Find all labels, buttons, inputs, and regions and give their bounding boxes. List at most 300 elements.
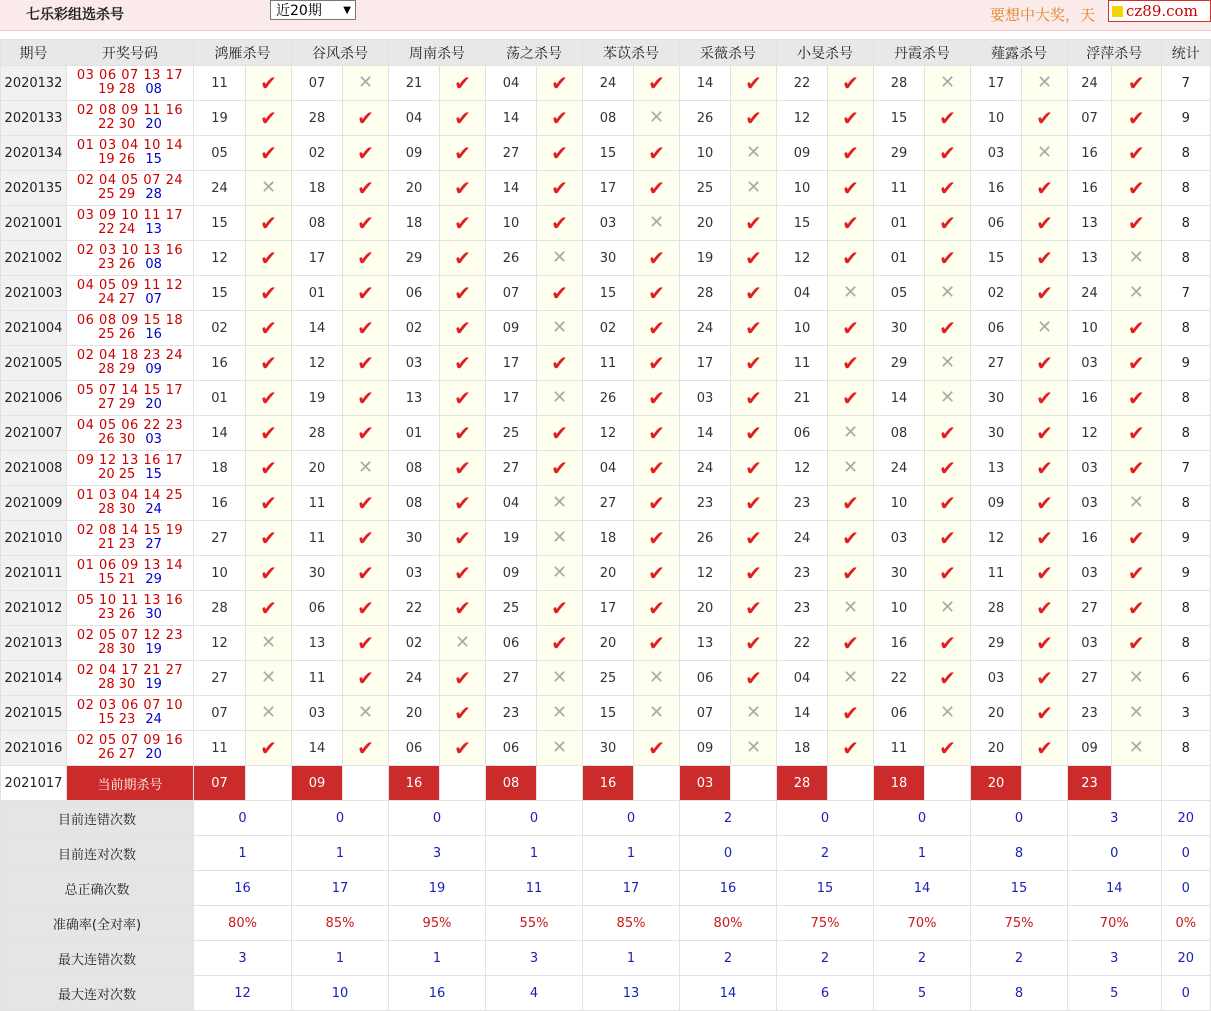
kill-number: 06 [874, 696, 925, 731]
check-icon: ✔ [260, 105, 277, 130]
stats-row [1, 801, 1211, 836]
cross-icon: ✕ [939, 352, 956, 373]
kill-number: 12 [777, 241, 828, 276]
current-kill-blank [343, 766, 389, 801]
kill-number: 26 [680, 101, 731, 136]
draw-numbers-line1: 02 08 14 15 19 [76, 523, 184, 538]
kill-result [925, 346, 971, 381]
issue-number: 2021014 [1, 661, 67, 696]
stats-value: 13 [583, 976, 680, 1011]
check-icon: ✔ [357, 315, 374, 340]
stats-row [1, 836, 1211, 871]
kill-number: 09 [486, 311, 537, 346]
kill-number: 08 [292, 206, 343, 241]
kill-number: 12 [680, 556, 731, 591]
stats-value: 17 [292, 871, 389, 906]
kill-number: 16 [874, 626, 925, 661]
kill-result [440, 241, 486, 276]
kill-result [925, 101, 971, 136]
kill-result [537, 276, 583, 311]
check-icon: ✔ [454, 490, 471, 515]
special-number: 03 [145, 432, 162, 447]
current-kill-blank [828, 766, 874, 801]
cross-icon: ✕ [1128, 247, 1144, 268]
kill-number: 04 [583, 451, 634, 486]
kill-result [634, 171, 680, 206]
draw-numbers-line2 [67, 83, 193, 97]
kill-number: 29 [874, 136, 925, 171]
check-icon: ✔ [1036, 595, 1053, 620]
kill-result [925, 696, 971, 731]
draw-numbers-line2-red: 24 27 [98, 292, 136, 307]
stats-value: 15 [777, 871, 874, 906]
stats-value: 0 [874, 801, 971, 836]
kill-number: 07 [194, 696, 246, 731]
check-icon: ✔ [454, 315, 471, 340]
kill-result [440, 451, 486, 486]
kill-result [828, 381, 874, 416]
check-icon: ✔ [260, 245, 277, 270]
row-count: 7 [1161, 276, 1211, 311]
kill-number: 12 [1068, 416, 1112, 451]
kill-result [1022, 276, 1068, 311]
stats-value: 3 [1068, 941, 1162, 976]
kill-number: 11 [292, 521, 343, 556]
check-icon: ✔ [454, 700, 471, 725]
kill-number: 10 [1068, 311, 1112, 346]
issue-number: 2020135 [1, 171, 67, 206]
check-icon: ✔ [939, 560, 956, 585]
kill-result [246, 171, 292, 206]
check-icon: ✔ [842, 350, 859, 375]
check-icon: ✔ [454, 665, 471, 690]
kill-result [537, 171, 583, 206]
check-icon: ✔ [1036, 490, 1053, 515]
kill-number: 20 [389, 696, 440, 731]
kill-result [731, 696, 777, 731]
kill-number: 28 [292, 101, 343, 136]
check-icon: ✔ [648, 595, 665, 620]
kill-number: 11 [583, 346, 634, 381]
kill-result [1112, 696, 1162, 731]
check-icon: ✔ [745, 210, 762, 235]
kill-result [1022, 136, 1068, 171]
stats-value: 80% [680, 906, 777, 941]
logo-square-icon [1112, 6, 1123, 17]
kill-number: 28 [292, 416, 343, 451]
kill-result [1022, 381, 1068, 416]
current-kill-blank [246, 766, 292, 801]
kill-number: 29 [389, 241, 440, 276]
kill-number: 27 [486, 661, 537, 696]
kill-result [1112, 591, 1162, 626]
current-kill-blank [440, 766, 486, 801]
stats-value: 0 [194, 801, 292, 836]
draw-numbers-line2 [67, 223, 193, 237]
kill-number: 30 [292, 556, 343, 591]
table-row [1, 346, 1211, 381]
issue-number: 2021004 [1, 311, 67, 346]
kill-result [537, 381, 583, 416]
kill-result [440, 521, 486, 556]
kill-number: 23 [777, 486, 828, 521]
draw-numbers [67, 206, 194, 241]
kill-result [634, 661, 680, 696]
kill-result [246, 276, 292, 311]
kill-number: 30 [971, 381, 1022, 416]
kill-result [343, 241, 389, 276]
check-icon: ✔ [648, 455, 665, 480]
cross-icon: ✕ [551, 247, 568, 268]
check-icon: ✔ [1036, 385, 1053, 410]
cross-icon: ✕ [260, 632, 277, 653]
check-icon: ✔ [260, 420, 277, 445]
kill-result [343, 556, 389, 591]
kill-number: 12 [777, 101, 828, 136]
kill-number: 27 [583, 486, 634, 521]
kill-number: 09 [389, 136, 440, 171]
check-icon: ✔ [357, 175, 374, 200]
stats-label: 最大连对次数 [1, 976, 194, 1011]
draw-numbers-line2-red: 23 26 [98, 607, 136, 622]
cross-icon: ✕ [1128, 737, 1144, 758]
check-icon: ✔ [551, 140, 568, 165]
kill-number: 24 [680, 451, 731, 486]
kill-number: 07 [1068, 101, 1112, 136]
check-icon: ✔ [1036, 735, 1053, 760]
check-icon: ✔ [260, 210, 277, 235]
draw-numbers [67, 101, 194, 136]
row-count: 9 [1161, 556, 1211, 591]
cross-icon: ✕ [551, 492, 568, 513]
check-icon: ✔ [842, 700, 859, 725]
kill-number: 18 [389, 206, 440, 241]
check-icon: ✔ [745, 280, 762, 305]
kill-number: 14 [486, 101, 537, 136]
issue-number: 2021015 [1, 696, 67, 731]
draw-numbers-line1: 02 05 07 12 23 [76, 628, 184, 643]
kill-result [440, 696, 486, 731]
kill-number: 23 [1068, 696, 1112, 731]
column-header: 采薇杀号 [680, 40, 777, 66]
check-icon: ✔ [648, 525, 665, 550]
kill-result [343, 346, 389, 381]
table-row [1, 591, 1211, 626]
kill-result [925, 521, 971, 556]
stats-total: 0% [1161, 906, 1211, 941]
kill-result [634, 556, 680, 591]
kill-result [925, 486, 971, 521]
draw-numbers [67, 311, 194, 346]
column-header: 丹霞杀号 [874, 40, 971, 66]
kill-result [731, 171, 777, 206]
kill-result [634, 451, 680, 486]
kill-result [537, 136, 583, 171]
kill-result [1022, 346, 1068, 381]
table-row [1, 556, 1211, 591]
check-icon: ✔ [842, 735, 859, 760]
kill-result [440, 276, 486, 311]
kill-number: 23 [680, 486, 731, 521]
check-icon: ✔ [1036, 700, 1053, 725]
kill-result [440, 381, 486, 416]
kill-result [343, 696, 389, 731]
kill-number: 23 [777, 556, 828, 591]
check-icon: ✔ [551, 70, 568, 95]
stats-value: 0 [777, 801, 874, 836]
row-count: 8 [1161, 626, 1211, 661]
kill-result [828, 451, 874, 486]
stats-value: 0 [583, 801, 680, 836]
kill-result [828, 171, 874, 206]
row-count: 9 [1161, 101, 1211, 136]
special-number: 28 [145, 187, 162, 202]
row-count: 8 [1161, 206, 1211, 241]
kill-result [1022, 451, 1068, 486]
stats-label: 准确率(全对率) [1, 906, 194, 941]
draw-numbers [67, 171, 194, 206]
check-icon: ✔ [454, 455, 471, 480]
kill-result [925, 451, 971, 486]
stats-value: 8 [971, 836, 1068, 871]
kill-number: 06 [292, 591, 343, 626]
kill-number: 12 [194, 626, 246, 661]
kill-result [1022, 626, 1068, 661]
kill-result [246, 731, 292, 766]
kill-number: 14 [874, 381, 925, 416]
kill-number: 05 [194, 136, 246, 171]
column-header: 周南杀号 [389, 40, 486, 66]
check-icon: ✔ [260, 525, 277, 550]
kill-number: 12 [292, 346, 343, 381]
kill-number: 27 [486, 451, 537, 486]
cross-icon: ✕ [454, 632, 471, 653]
cross-icon: ✕ [1128, 492, 1144, 513]
kill-number: 30 [583, 241, 634, 276]
cross-icon: ✕ [745, 142, 762, 163]
draw-numbers [67, 241, 194, 276]
kill-number: 06 [971, 311, 1022, 346]
kill-result [634, 521, 680, 556]
check-icon: ✔ [842, 245, 859, 270]
kill-result [1112, 416, 1162, 451]
kill-number: 27 [1068, 591, 1112, 626]
check-icon: ✔ [1127, 385, 1145, 410]
check-icon: ✔ [939, 735, 956, 760]
check-icon: ✔ [454, 525, 471, 550]
kill-number: 28 [874, 66, 925, 101]
draw-numbers-line2 [67, 538, 193, 552]
kill-result [731, 276, 777, 311]
kill-result [537, 416, 583, 451]
kill-number-table [0, 39, 1211, 1011]
kill-number: 15 [194, 206, 246, 241]
draw-numbers-line2 [67, 153, 193, 167]
stats-value: 5 [1068, 976, 1162, 1011]
kill-number: 20 [680, 591, 731, 626]
special-number: 29 [145, 572, 162, 587]
stats-value: 1 [292, 836, 389, 871]
issue-number: 2021008 [1, 451, 67, 486]
kill-result [343, 661, 389, 696]
check-icon: ✔ [357, 595, 374, 620]
kill-number: 16 [1068, 381, 1112, 416]
kill-result [440, 206, 486, 241]
draw-numbers-line2-red: 19 26 [98, 152, 136, 167]
table-row [1, 101, 1211, 136]
draw-numbers-line2-red: 15 21 [98, 572, 136, 587]
check-icon: ✔ [939, 210, 956, 235]
kill-result [828, 626, 874, 661]
current-kill-number: 28 [777, 766, 828, 801]
kill-result [634, 66, 680, 101]
kill-result [343, 381, 389, 416]
kill-result [343, 451, 389, 486]
stats-value: 0 [680, 836, 777, 871]
kill-result [1112, 626, 1162, 661]
kill-result [343, 626, 389, 661]
kill-result [731, 346, 777, 381]
draw-numbers-line2-red: 23 26 [98, 257, 136, 272]
kill-result [1112, 451, 1162, 486]
kill-number: 03 [389, 346, 440, 381]
kill-number: 24 [583, 66, 634, 101]
draw-numbers [67, 556, 194, 591]
draw-numbers-line2-red: 27 29 [98, 397, 136, 412]
row-count: 7 [1161, 451, 1211, 486]
kill-result [634, 206, 680, 241]
kill-number: 22 [874, 661, 925, 696]
kill-number: 03 [874, 521, 925, 556]
issue-number: 2021012 [1, 591, 67, 626]
draw-numbers-line2-red: 20 25 [98, 467, 136, 482]
stats-value: 0 [1068, 836, 1162, 871]
kill-number: 23 [486, 696, 537, 731]
kill-number: 27 [194, 521, 246, 556]
kill-number: 10 [777, 171, 828, 206]
kill-number: 16 [194, 486, 246, 521]
kill-number: 26 [486, 241, 537, 276]
stats-value: 70% [874, 906, 971, 941]
check-icon: ✔ [454, 105, 471, 130]
kill-number: 19 [680, 241, 731, 276]
check-icon: ✔ [842, 560, 859, 585]
row-count: 8 [1161, 731, 1211, 766]
kill-number: 13 [292, 626, 343, 661]
special-number: 20 [145, 397, 162, 412]
draw-numbers-line1: 06 08 09 15 18 [76, 313, 184, 328]
kill-result [440, 136, 486, 171]
draw-numbers-line2-red: 28 30 [98, 677, 136, 692]
kill-number: 11 [777, 346, 828, 381]
kill-number: 25 [680, 171, 731, 206]
kill-number: 20 [583, 556, 634, 591]
kill-result [246, 241, 292, 276]
kill-result [537, 661, 583, 696]
cross-icon: ✕ [551, 667, 568, 688]
kill-result [634, 381, 680, 416]
table-row [1, 696, 1211, 731]
cross-icon: ✕ [745, 702, 762, 723]
kill-number: 14 [680, 66, 731, 101]
stats-value: 0 [486, 801, 583, 836]
check-icon: ✔ [260, 560, 277, 585]
table-row [1, 416, 1211, 451]
check-icon: ✔ [648, 735, 665, 760]
stats-value: 3 [1068, 801, 1162, 836]
cross-icon: ✕ [357, 457, 374, 478]
kill-number: 13 [1068, 241, 1112, 276]
stats-value: 4 [486, 976, 583, 1011]
kill-result [1112, 136, 1162, 171]
check-icon: ✔ [648, 350, 665, 375]
check-icon: ✔ [260, 140, 277, 165]
kill-result [1022, 556, 1068, 591]
kill-number: 13 [971, 451, 1022, 486]
kill-number: 14 [194, 416, 246, 451]
kill-result [246, 206, 292, 241]
check-icon: ✔ [745, 420, 762, 445]
draw-numbers-line1: 02 04 18 23 24 [76, 348, 184, 363]
kill-result [246, 556, 292, 591]
kill-number: 09 [486, 556, 537, 591]
check-icon: ✔ [745, 315, 762, 340]
kill-number: 14 [777, 696, 828, 731]
kill-number: 02 [389, 311, 440, 346]
draw-numbers-line1: 03 06 07 13 17 [76, 68, 184, 83]
draw-numbers-line2 [67, 118, 193, 132]
kill-number: 11 [292, 486, 343, 521]
issue-number: 2021001 [1, 206, 67, 241]
row-count: 8 [1161, 171, 1211, 206]
kill-result [440, 591, 486, 626]
draw-numbers-line2-red: 28 30 [98, 502, 136, 517]
kill-result [731, 731, 777, 766]
check-icon: ✔ [939, 315, 956, 340]
draw-numbers [67, 416, 194, 451]
kill-result [537, 101, 583, 136]
kill-result [1022, 416, 1068, 451]
check-icon: ✔ [357, 420, 374, 445]
cross-icon: ✕ [745, 737, 762, 758]
kill-result [1112, 66, 1162, 101]
kill-number: 19 [292, 381, 343, 416]
kill-result [731, 661, 777, 696]
kill-result [925, 591, 971, 626]
kill-result [731, 381, 777, 416]
check-icon: ✔ [1127, 140, 1145, 165]
cross-icon: ✕ [260, 702, 277, 723]
kill-result [440, 661, 486, 696]
check-icon: ✔ [842, 105, 859, 130]
check-icon: ✔ [842, 630, 859, 655]
slogan-text: 要想中大奖，天 [990, 6, 1096, 24]
kill-result [828, 731, 874, 766]
period-select[interactable] [270, 0, 356, 20]
draw-numbers-line2-red: 28 30 [98, 642, 136, 657]
site-logo[interactable] [1108, 0, 1211, 22]
special-number: 15 [145, 152, 162, 167]
check-icon: ✔ [939, 420, 956, 445]
kill-number: 27 [1068, 661, 1112, 696]
kill-number: 09 [777, 136, 828, 171]
cross-icon: ✕ [939, 597, 956, 618]
issue-number: 2021016 [1, 731, 67, 766]
table-row [1, 486, 1211, 521]
kill-result [925, 136, 971, 171]
kill-result [343, 206, 389, 241]
stats-label: 最大连错次数 [1, 941, 194, 976]
